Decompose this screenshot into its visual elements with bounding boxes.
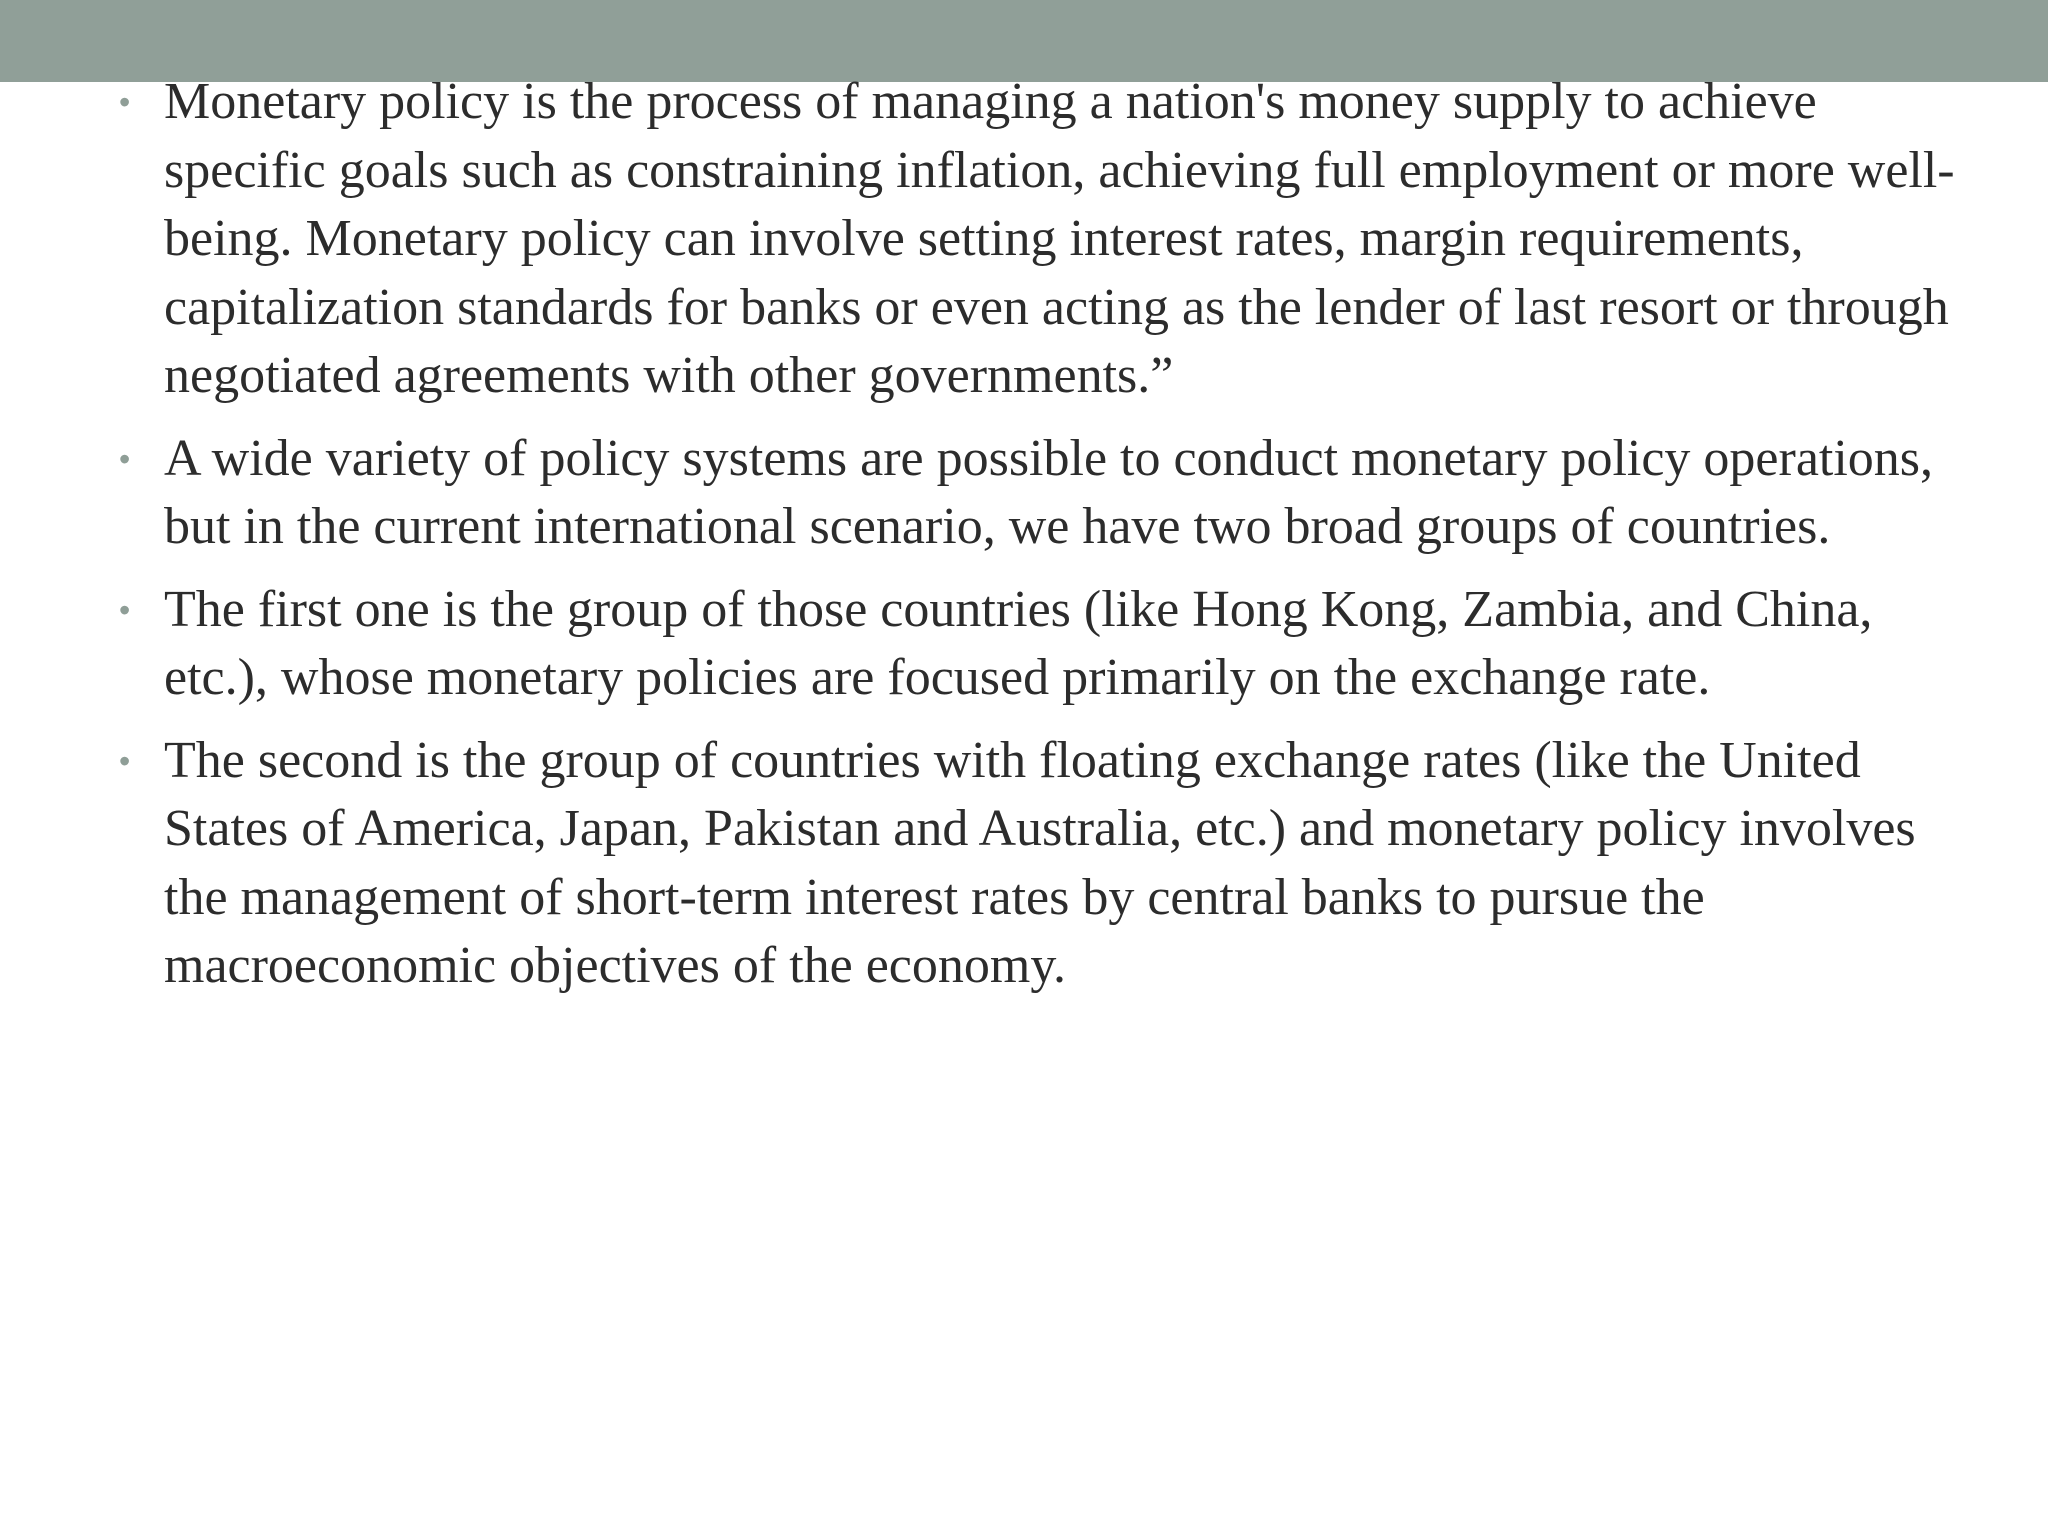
bullet-text: The second is the group of countries with floating exchange rates (like the United States of America, Japan, Pakistan and Australia, etc.) and monetary policy involves the management of short-term interest rates by central banks to pursue the macroeconomic objectives of the economy. xyxy=(164,731,1916,994)
bullet-list xyxy=(119,68,1959,1015)
bullet-item xyxy=(119,425,1959,562)
bullet-icon: • xyxy=(119,84,131,120)
bullet-text: A wide variety of policy systems are possible to conduct monetary policy operations, but in the current international scenario, we have two broad groups of countries. xyxy=(164,429,1934,555)
bullet-text: Monetary policy is the process of managing a nation's money supply to achieve specific goals such as constraining inflation, achieving full employment or more well-being. Monetary policy can involve setting interest rates, margin requirements, capitalization standards for banks or even acting as the lender of last resort or through negotiated agreements with other governments.” xyxy=(164,73,1955,404)
bullet-icon: • xyxy=(119,742,131,779)
bullet-item xyxy=(119,727,1959,1001)
bullet-item xyxy=(119,576,1959,713)
bullet-icon: • xyxy=(119,591,131,628)
bullet-text: The first one is the group of those countries (like Hong Kong, Zambia, and China, etc.), whose monetary policies are focused primarily on the exchange rate. xyxy=(164,580,1873,706)
bullet-icon: • xyxy=(119,440,131,477)
bullet-item xyxy=(119,68,1959,411)
